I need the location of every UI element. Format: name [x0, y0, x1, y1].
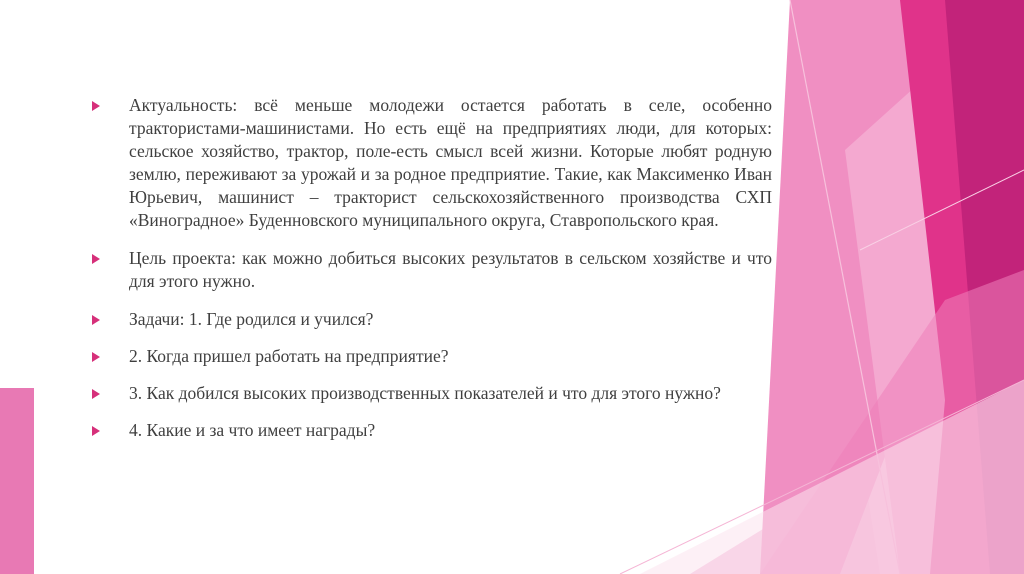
- bullet-text: 2. Когда пришел работать на предприятие?: [129, 346, 449, 366]
- left-accent-strip: [0, 388, 34, 574]
- bullet-item-task-3: [92, 382, 772, 405]
- bullet-text: Задачи: 1. Где родился и учился?: [129, 309, 374, 329]
- bullet-item-task-4: [92, 419, 772, 442]
- bullet-text: Актуальность: всё меньше молодежи остается работать в селе, особенно трактористами-машинистами. Но есть ещё на предприятиях люди, для которых: сельское хозяйство, трактор, поле-есть смысл всей жизни. Которые любят родную землю, переживают за урожай и за родное предприятие. Такие, как Максименко Иван Юрьевич, машинист – тракторист сельскохозяйственного производства СХП «Виноградное» Буденновского муниципального округа, Ставропольского края.: [129, 95, 772, 230]
- bullet-item-relevance: [92, 94, 772, 232]
- bullet-item-task-2: [92, 345, 772, 368]
- bullet-text: 3. Как добился высоких производственных показателей и что для этого нужно?: [129, 383, 721, 403]
- triangle-bullet-icon: [92, 101, 100, 111]
- bullet-list: [92, 94, 772, 456]
- bullet-item-task-1: [92, 308, 772, 331]
- triangle-bullet-icon: [92, 254, 100, 264]
- triangle-bullet-icon: [92, 426, 100, 436]
- triangle-bullet-icon: [92, 352, 100, 362]
- triangle-bullet-icon: [92, 315, 100, 325]
- bullet-text: Цель проекта: как можно добиться высоких результатов в сельском хозяйстве и что для этого нужно.: [129, 248, 772, 291]
- bullet-item-goal: [92, 247, 772, 293]
- triangle-bullet-icon: [92, 389, 100, 399]
- bullet-text: 4. Какие и за что имеет награды?: [129, 420, 376, 440]
